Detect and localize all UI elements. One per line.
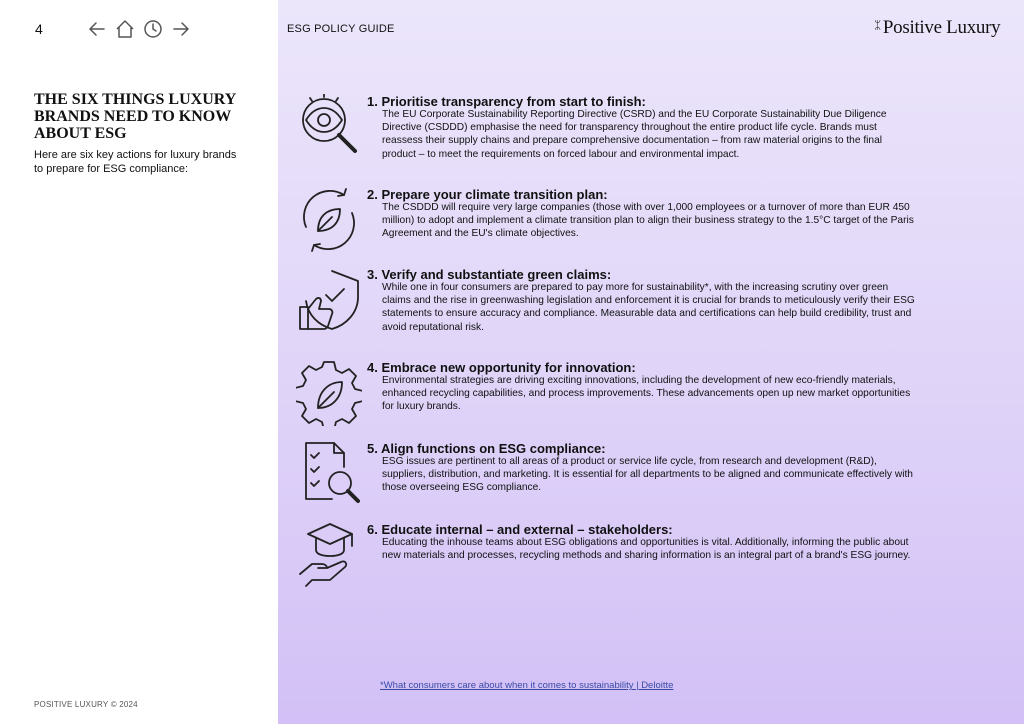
item-number: 5. <box>367 441 378 456</box>
item-title: Verify and substantiate green claims: <box>381 267 612 282</box>
item-number: 2. <box>367 187 378 202</box>
arrow-left-icon <box>87 19 107 39</box>
home-button[interactable] <box>114 18 136 40</box>
back-button[interactable] <box>86 18 108 40</box>
item-number: 3. <box>367 267 378 282</box>
list-item <box>296 187 926 257</box>
item-body: The CSDDD will require very large companies (those with over 1,000 employees or a turnover of more than EUR 450 million) to adopt and implement a climate transition plan to align their business strategy to the 1.5°C target of the Paris Agreement and the EU's climate objectives. <box>382 202 914 240</box>
history-button[interactable] <box>142 18 164 40</box>
intro-text: Here are six key actions for luxury brands to prepare for ESG compliance: <box>34 149 237 175</box>
brand-name: Positive Luxury <box>882 17 1001 38</box>
item-title: Educate internal – and external – stakeholders: <box>381 522 673 537</box>
clock-icon <box>143 19 163 39</box>
item-title: Prepare your climate transition plan: <box>381 187 608 202</box>
guide-title: ESG POLICY GUIDE <box>287 23 395 35</box>
item-body: While one in four consumers are prepared to pay more for sustainability*, with the increasing scrutiny over green claims and the rise in greenwashing legislation and enforcement it is crucial for brands to meticulously verify their ESG statements to ensure accuracy and compliance. Measurable data and certifications can help build credibility, trust and avoid reputational risk. <box>382 282 915 333</box>
item-title: Prioritise transparency from start to finish: <box>381 94 646 109</box>
item-number: 1. <box>367 94 378 109</box>
item-body: ESG issues are pertinent to all areas of a product or service life cycle, from research and development (R&D), suppliers, distribution, and marketing. It is essential for all departments to be aligned and communicate effectively with those overseeing ESG compliance. <box>382 456 913 494</box>
list-item <box>296 360 926 430</box>
checklist-search-icon <box>296 441 362 507</box>
page-heading: THE SIX THINGS LUXURY BRANDS NEED TO KNOW ABOUT ESG <box>34 91 236 142</box>
item-body: The EU Corporate Sustainability Reporting Directive (CSRD) and the EU Corporate Sustainability Due Diligence Directive (CSDDD) emphasise the need for transparency throughout the entire product life cycle. Brands must reassess their supply chains and prepare comprehensive documentation – from raw material origins to the final product – to meet the requirements on forced labour and environmental impact. <box>382 109 887 160</box>
list-item <box>296 522 926 592</box>
graduation-cap-hand-icon <box>296 522 362 588</box>
item-title: Align functions on ESG compliance: <box>380 441 606 456</box>
eye-magnifier-icon <box>296 94 362 160</box>
list-item <box>296 94 926 174</box>
item-title: Embrace new opportunity for innovation: <box>381 360 636 375</box>
butterfly-icon: ᛯ <box>874 17 881 32</box>
shield-thumbs-up-icon <box>296 267 362 333</box>
item-number: 6. <box>367 522 378 537</box>
item-body: Educating the inhouse teams about ESG obligations and opportunities is vital. Additionally, informing the public about new materials and processes, recycling methods and sharing information is an integral part of a brand's ESG journey. <box>382 537 911 562</box>
footnote-link[interactable]: *What consumers care about when it comes to sustainability | Deloitte <box>380 680 674 691</box>
page-number: 4 <box>35 21 43 37</box>
leaf-cycle-icon <box>296 187 362 253</box>
gear-leaf-icon <box>296 360 362 426</box>
home-icon <box>115 19 135 39</box>
navigation-bar <box>86 18 192 40</box>
list-item <box>296 441 926 511</box>
item-body: Environmental strategies are driving exciting innovations, including the development of new eco-friendly materials, enhanced recycling capabilities, and process improvements. These advancements open up new market opportunities for luxury brands. <box>382 375 911 413</box>
copyright-footer: POSITIVE LUXURY © 2024 <box>34 700 138 709</box>
list-item <box>296 267 926 347</box>
forward-button[interactable] <box>170 18 192 40</box>
brand-logo <box>874 17 1000 39</box>
arrow-right-icon <box>171 19 191 39</box>
item-number: 4. <box>367 360 378 375</box>
